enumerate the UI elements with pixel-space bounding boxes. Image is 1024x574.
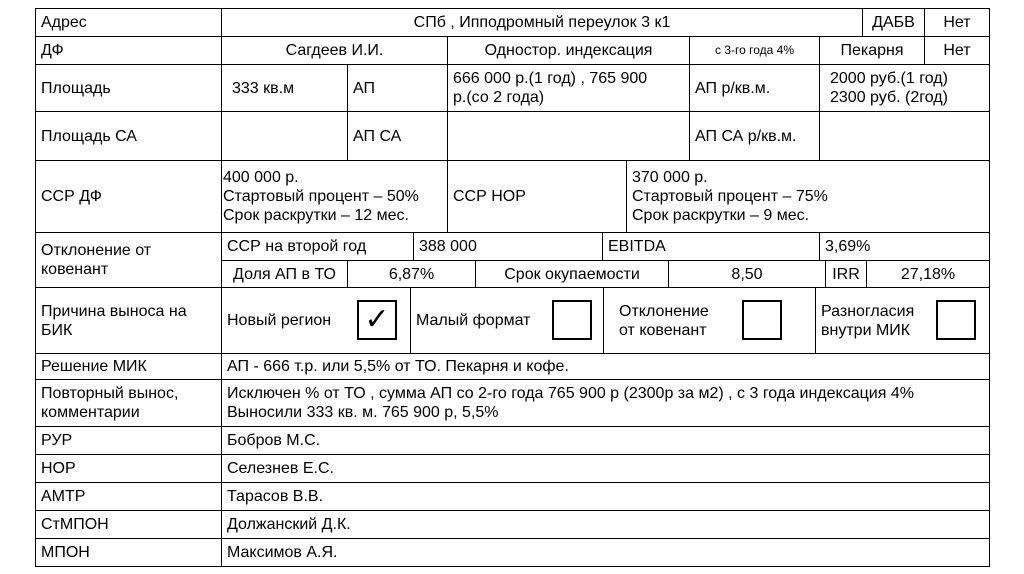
reason-label-line1: Причина выноса на — [41, 302, 187, 320]
mik-decision-label: Решение МИК — [35, 353, 222, 380]
ebitda-value: 3,69% — [819, 232, 990, 261]
address-value: СПб , Ипподромный переулок 3 к1 — [221, 8, 863, 37]
indexation-label: Одностор. индексация — [447, 36, 690, 65]
ssr-second-year-label: ССР на второй год — [221, 232, 414, 261]
bakery-label: Пекарня — [819, 36, 925, 65]
mik-decision-value: АП - 666 т.р. или 5,5% от ТО. Пекарня и кофе. — [221, 353, 990, 380]
payback-label: Срок окупаемости — [475, 260, 669, 288]
covenant-line2: от ковенант — [619, 321, 707, 339]
df-label: ДФ — [35, 36, 222, 65]
role-rur: РУР — [35, 426, 222, 455]
check-mark-icon: ✓ — [364, 303, 390, 336]
role-stmpon: СтМПОН — [35, 510, 222, 539]
irr-value: 27,18% — [866, 260, 990, 288]
repeat-value — [221, 379, 990, 427]
ssr-nor-value — [626, 160, 990, 233]
role-mpon: МПОН — [35, 538, 222, 567]
name-mpon: Максимов А.Я. — [221, 538, 990, 567]
ap-value-line2: р.(со 2 года) — [453, 89, 545, 106]
ssr-nor-line2: Стартовый процент – 75% — [632, 188, 828, 205]
repeat-label — [35, 379, 222, 427]
ap-sqm-label: АП р/кв.м. — [689, 64, 820, 112]
reason-covenant-cell — [603, 287, 816, 354]
ap-value-line1: 666 000 р.(1 год) , 765 900 — [453, 70, 648, 87]
ap-ca-value — [447, 111, 690, 161]
payback-value: 8,50 — [668, 260, 826, 288]
ssr-df-line1: 400 000 р. — [223, 169, 299, 186]
repeat-line1: Исключен % от ТО , сумма АП со 2-го года 765 900 р (2300р за м2) , с 3 года индексация 4% — [227, 385, 914, 402]
area-ca-label: Площадь СА — [35, 111, 222, 161]
ebitda-label: EBITDA — [602, 232, 820, 261]
new-region-label: Новый регион — [227, 312, 332, 329]
ssr-df-value — [221, 160, 448, 233]
name-nor: Селезнев Е.С. — [221, 454, 990, 483]
irr-label: IRR — [825, 260, 867, 288]
area-ca-value — [221, 111, 348, 161]
ap-sqm-line2: 2300 руб. (2год) — [830, 89, 948, 106]
area-label: Площадь — [35, 64, 222, 112]
area-value: 333 кв.м — [221, 64, 348, 112]
ap-sqm-value — [819, 64, 990, 112]
mik-line2: внутри МИК — [821, 321, 911, 339]
small-format-label: Малый формат — [416, 312, 531, 329]
repeat-label-line2: комментарии — [41, 404, 140, 421]
mik-disagreement-checkbox[interactable] — [936, 300, 976, 340]
covenant-line1: Отклонение — [619, 302, 709, 320]
deviation-label-line1: Отклонение от — [41, 242, 152, 259]
new-region-checkbox[interactable] — [357, 300, 397, 340]
ssr-nor-label: ССР НОР — [447, 160, 627, 233]
bakery-value: Нет — [924, 36, 990, 65]
ap-ca-label: АП СА — [347, 111, 448, 161]
ssr-df-line2: Стартовый процент – 50% — [223, 188, 419, 205]
df-name: Сагдеев И.И. — [221, 36, 448, 65]
indexation-value: с 3-го года 4% — [689, 36, 820, 65]
small-format-checkbox[interactable] — [552, 300, 592, 340]
ap-label: АП — [347, 64, 448, 112]
reason-label-line2: БИК — [41, 321, 73, 339]
ssr-nor-line1: 370 000 р. — [632, 169, 708, 186]
ssr-df-line3: Срок раскрутки – 12 мес. — [223, 207, 409, 224]
covenant-checkbox[interactable] — [742, 300, 782, 340]
ap-share-label: Доля АП в ТО — [221, 260, 348, 288]
mik-line1: Разногласия — [821, 302, 915, 320]
ap-ca-sqm-value — [819, 111, 990, 161]
address-label: Адрес — [35, 8, 222, 37]
deviation-label-line2: ковенант — [41, 261, 109, 278]
dabv-label: ДАБВ — [862, 8, 925, 37]
reason-label — [35, 287, 222, 354]
name-stmpon: Должанский Д.К. — [221, 510, 990, 539]
ssr-nor-line3: Срок раскрутки – 9 мес. — [632, 207, 810, 224]
name-rur: Бобров М.С. — [221, 426, 990, 455]
ap-sqm-line1: 2000 руб.(1 год) — [830, 70, 948, 87]
deviation-label — [35, 232, 222, 288]
ssr-second-year-value: 388 000 — [413, 232, 603, 261]
ssr-df-label: ССР ДФ — [35, 160, 222, 233]
ap-value — [447, 64, 690, 112]
ap-ca-sqm-label: АП СА р/кв.м. — [689, 111, 820, 161]
role-nor: НОР — [35, 454, 222, 483]
dabv-value: Нет — [924, 8, 990, 37]
repeat-line2: Выносили 333 кв. м. 765 900 р, 5,5% — [227, 404, 499, 421]
ap-share-value: 6,87% — [347, 260, 476, 288]
repeat-label-line1: Повторный вынос, — [41, 385, 179, 402]
name-amtr: Тарасов В.В. — [221, 482, 990, 511]
role-amtr: АМТР — [35, 482, 222, 511]
